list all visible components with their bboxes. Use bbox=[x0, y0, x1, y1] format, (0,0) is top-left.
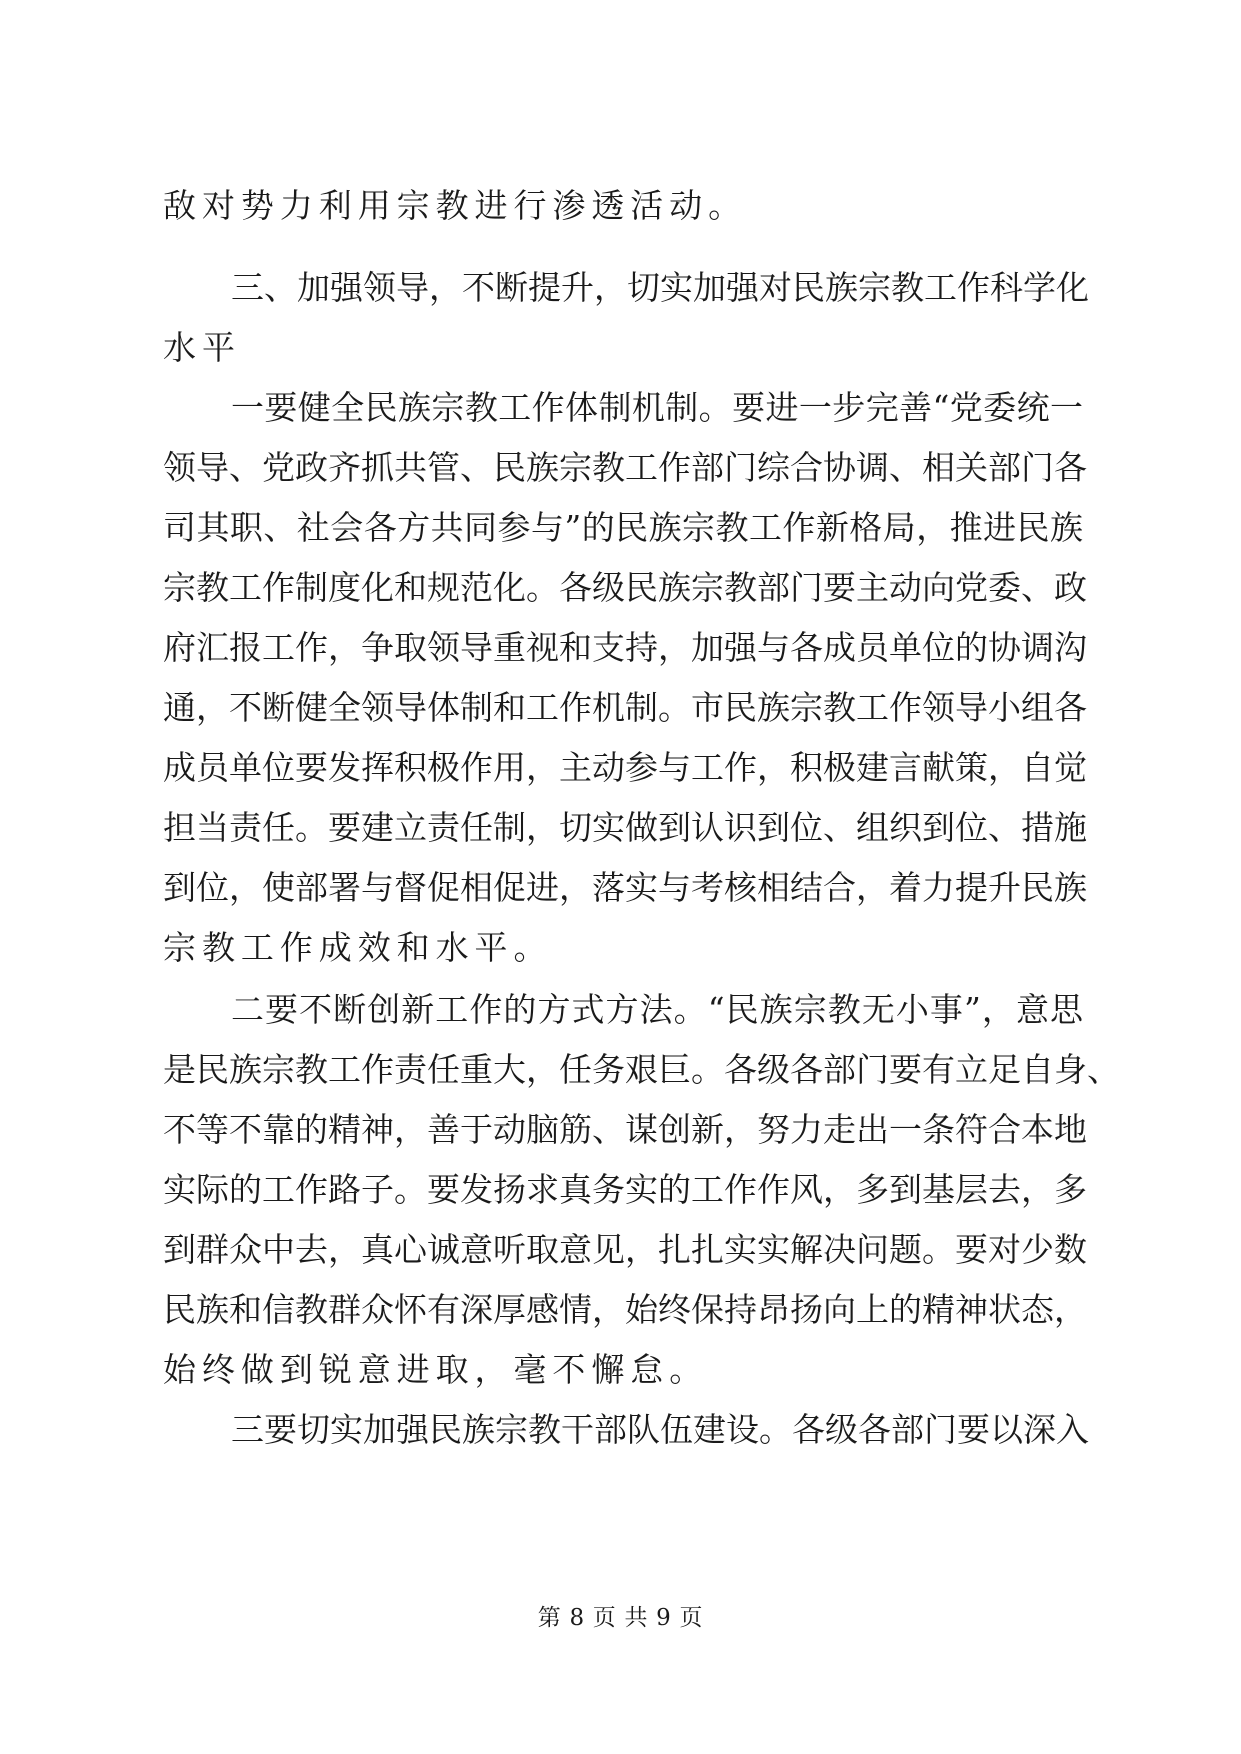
body-line: 三要切实加强民族宗教干部队伍建设。各级各部门要以深入 bbox=[231, 1410, 1089, 1449]
body-line: 通，不断健全领导体制和工作机制。市民族宗教工作领导小组各 bbox=[163, 688, 1087, 727]
body-line: 二要不断创新工作的方式方法。“民族宗教无小事”，意思 bbox=[231, 990, 1083, 1029]
body-line: 到位，使部署与督促相促进，落实与考核相结合，着力提升民族 bbox=[163, 868, 1087, 907]
body-line: 民族和信教群众怀有深厚感情，始终保持昂扬向上的精神状态， bbox=[163, 1290, 1087, 1329]
body-line: 领导、党政齐抓共管、民族宗教工作部门综合协调、相关部门各 bbox=[163, 448, 1087, 487]
section-heading-continued: 水平 bbox=[163, 328, 241, 367]
body-line: 一要健全民族宗教工作体制机制。要进一步完善“党委统一 bbox=[231, 388, 1083, 427]
body-line: 担当责任。要建立责任制，切实做到认识到位、组织到位、措施 bbox=[163, 808, 1087, 847]
page-number-footer: 第 8 页 共 9 页 bbox=[537, 1605, 704, 1631]
body-line: 司其职、社会各方共同参与”的民族宗教工作新格局，推进民族 bbox=[163, 508, 1083, 547]
body-line: 不等不靠的精神，善于动脑筋、谋创新，努力走出一条符合本地 bbox=[163, 1110, 1087, 1149]
section-heading: 三、加强领导，不断提升，切实加强对民族宗教工作科学化 bbox=[231, 268, 1089, 307]
body-line: 宗教工作制度化和规范化。各级民族宗教部门要主动向党委、政 bbox=[163, 568, 1087, 607]
body-line: 实际的工作路子。要发扬求真务实的工作作风，多到基层去，多 bbox=[163, 1170, 1087, 1209]
body-line: 成员单位要发挥积极作用，主动参与工作，积极建言献策，自觉 bbox=[163, 748, 1087, 787]
body-line: 宗教工作成效和水平。 bbox=[163, 928, 553, 967]
body-line: 敌对势力利用宗教进行渗透活动。 bbox=[163, 186, 748, 225]
body-line: 是民族宗教工作责任重大，任务艰巨。各级各部门要有立足自身、 bbox=[163, 1050, 1120, 1089]
body-line: 到群众中去，真心诚意听取意见，扎扎实实解决问题。要对少数 bbox=[163, 1230, 1087, 1269]
body-line: 始终做到锐意进取，毫不懈怠。 bbox=[163, 1350, 709, 1389]
body-line: 府汇报工作，争取领导重视和支持，加强与各成员单位的协调沟 bbox=[163, 628, 1087, 667]
